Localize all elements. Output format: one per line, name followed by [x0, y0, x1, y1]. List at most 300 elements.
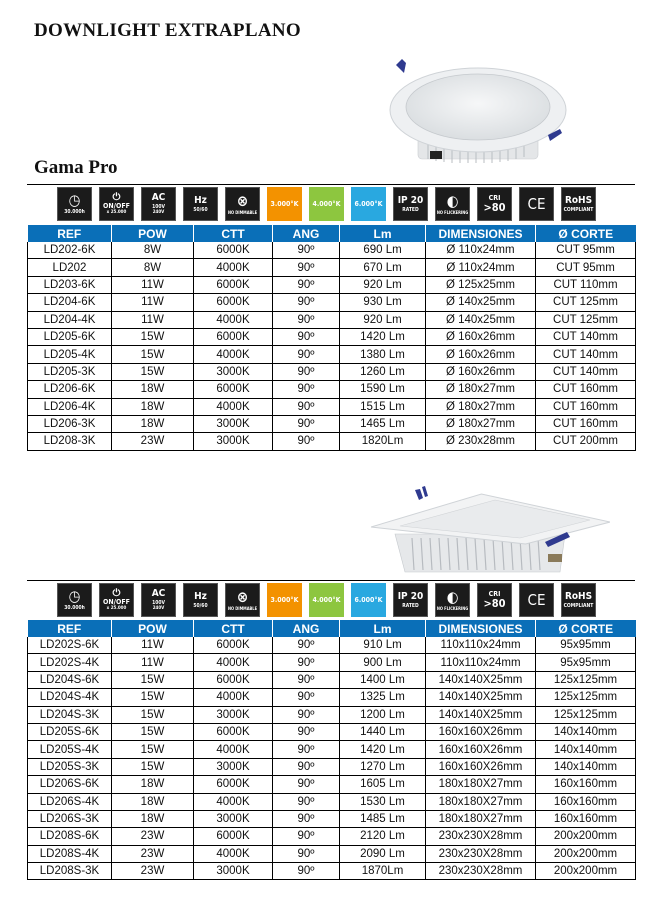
icon-sublabel: >80: [483, 597, 506, 610]
table-row: [28, 276, 636, 293]
table-cell: 1420 Lm: [340, 741, 426, 758]
table-cell: Ø 160x26mm: [426, 363, 536, 380]
table-row: [28, 433, 636, 450]
table-header-row: [28, 225, 636, 242]
icon-sublabel: 240V: [152, 209, 165, 215]
table-cell: 230x230X28mm: [426, 863, 536, 880]
table-cell: LD204-4K: [28, 311, 112, 328]
icon-label: Hz: [194, 194, 207, 206]
table-cell: 11W: [112, 294, 194, 311]
ip20-icon: [393, 187, 428, 221]
table-row: [28, 863, 636, 880]
table-cell: 90º: [273, 689, 340, 706]
table-cell: 90º: [273, 828, 340, 845]
icon-sublabel: 50/60: [193, 206, 208, 213]
table-cell: 6000K: [194, 276, 273, 293]
icon-sublabel: 100V: [152, 203, 165, 210]
table-cell: LD202-6K: [28, 242, 112, 259]
table-cell: 15W: [112, 758, 194, 775]
table-cell: Ø 180x27mm: [426, 381, 536, 398]
table-cell: LD204S-4K: [28, 689, 112, 706]
table-cell: 11W: [112, 637, 194, 654]
icon-label: RoHS: [564, 194, 593, 206]
table-cell: LD206-4K: [28, 398, 112, 415]
table-cell: CUT 200mm: [536, 433, 636, 450]
table-cell: 90º: [273, 415, 340, 432]
table-cell: 18W: [112, 398, 194, 415]
table-cell: 110x110x24mm: [426, 637, 536, 654]
table-cell: 90º: [273, 671, 340, 688]
table-cell: 125x125mm: [536, 671, 636, 688]
table-cell: 230x230X28mm: [426, 845, 536, 862]
table-cell: 15W: [112, 689, 194, 706]
icon-sublabel: NO FLICKERING: [436, 605, 469, 611]
table-cell: 95x95mm: [536, 637, 636, 654]
table-cell: 1465 Lm: [340, 415, 426, 432]
column-header: Ø CORTE: [536, 620, 636, 637]
table-cell: LD208-3K: [28, 433, 112, 450]
round-spec-table: [27, 225, 636, 451]
icon-label: 4.000°K: [312, 199, 341, 208]
icon-sublabel: 240V: [152, 605, 165, 611]
section-divider: [27, 184, 635, 185]
table-cell: 90º: [273, 706, 340, 723]
table-cell: 15W: [112, 723, 194, 740]
table-cell: 4000K: [194, 398, 273, 415]
icon-label: 6.000°K: [354, 595, 383, 604]
table-cell: LD206-6K: [28, 381, 112, 398]
table-header-row: [28, 620, 636, 637]
table-cell: 4000K: [194, 654, 273, 671]
table-cell: 670 Lm: [340, 259, 426, 276]
square-downlight-image: [360, 482, 610, 578]
section-subtitle: Gama Pro: [34, 157, 118, 178]
no-flickering-icon: [435, 187, 470, 221]
3000k-icon: [267, 187, 302, 221]
table-cell: 6000K: [194, 328, 273, 345]
table-cell: 90º: [273, 363, 340, 380]
table-cell: Ø 160x26mm: [426, 346, 536, 363]
table-cell: 4000K: [194, 689, 273, 706]
table-cell: 140x140X25mm: [426, 689, 536, 706]
table-cell: CUT 160mm: [536, 415, 636, 432]
power-icon: [99, 187, 134, 221]
icon-label: ◷: [68, 587, 81, 605]
icon-sublabel: 100V: [152, 599, 165, 606]
table-cell: 920 Lm: [340, 311, 426, 328]
table-cell: CUT 160mm: [536, 381, 636, 398]
table-cell: 6000K: [194, 294, 273, 311]
table-cell: 1400 Lm: [340, 671, 426, 688]
no-dimmable-icon: [225, 187, 260, 221]
table-cell: 1485 Lm: [340, 810, 426, 827]
table-cell: 6000K: [194, 828, 273, 845]
table-cell: 125x125mm: [536, 689, 636, 706]
icon-sublabel: RATED: [402, 602, 419, 609]
table-cell: LD208S-4K: [28, 845, 112, 862]
section-divider: [27, 580, 635, 581]
table-cell: 8W: [112, 242, 194, 259]
table-cell: 1870Lm: [340, 863, 426, 880]
table-cell: 15W: [112, 346, 194, 363]
column-header: CTT: [194, 225, 273, 242]
table-row: [28, 828, 636, 845]
ce-icon: [519, 583, 554, 617]
table-cell: LD206-3K: [28, 415, 112, 432]
table-cell: 1590 Lm: [340, 381, 426, 398]
icon-label: 4.000°K: [312, 595, 341, 604]
table-cell: 90º: [273, 723, 340, 740]
icon-label: ⊗: [236, 191, 249, 210]
table-row: [28, 810, 636, 827]
icon-sublabel: NO DIMMABLE: [227, 209, 258, 215]
table-row: [28, 776, 636, 793]
table-cell: 3000K: [194, 706, 273, 723]
table-cell: 1260 Lm: [340, 363, 426, 380]
table-cell: 200x200mm: [536, 845, 636, 862]
table-cell: 1420 Lm: [340, 328, 426, 345]
table-cell: CUT 125mm: [536, 311, 636, 328]
table-cell: 90º: [273, 637, 340, 654]
3000k-icon: [267, 583, 302, 617]
table-row: [28, 741, 636, 758]
table-cell: 8W: [112, 259, 194, 276]
table-cell: 160x160X26mm: [426, 723, 536, 740]
table-cell: 200x200mm: [536, 863, 636, 880]
table-cell: LD202S-6K: [28, 637, 112, 654]
icon-label: IP 20: [397, 194, 424, 206]
hz-icon: [183, 583, 218, 617]
no-flickering-icon: [435, 583, 470, 617]
table-cell: 1820Lm: [340, 433, 426, 450]
table-cell: 2090 Lm: [340, 845, 426, 862]
table-cell: 3000K: [194, 863, 273, 880]
table-cell: 160x160mm: [536, 776, 636, 793]
table-cell: 3000K: [194, 363, 273, 380]
table-cell: 90º: [273, 276, 340, 293]
clock-icon: [57, 583, 92, 617]
table-cell: 3000K: [194, 758, 273, 775]
table-cell: LD205-3K: [28, 363, 112, 380]
table-cell: 900 Lm: [340, 654, 426, 671]
table-cell: 180x180X27mm: [426, 793, 536, 810]
icon-sublabel: COMPLIANT: [563, 206, 594, 213]
table-cell: 23W: [112, 863, 194, 880]
table-cell: 1530 Lm: [340, 793, 426, 810]
table-cell: 1515 Lm: [340, 398, 426, 415]
6000k-icon: [351, 187, 386, 221]
icon-label: ⊗: [236, 587, 249, 606]
icon-label: 3.000°K: [270, 595, 299, 604]
table-row: [28, 758, 636, 775]
table-cell: LD206S-3K: [28, 810, 112, 827]
table-cell: 4000K: [194, 845, 273, 862]
table-cell: 11W: [112, 311, 194, 328]
table-cell: LD204S-3K: [28, 706, 112, 723]
table-cell: 90º: [273, 863, 340, 880]
table-cell: 3000K: [194, 415, 273, 432]
table-cell: CUT 95mm: [536, 242, 636, 259]
table-cell: 11W: [112, 654, 194, 671]
table-cell: 6000K: [194, 242, 273, 259]
icon-label: AC: [151, 191, 166, 203]
table-row: [28, 311, 636, 328]
icon-label: CE: [527, 194, 546, 213]
table-cell: 15W: [112, 363, 194, 380]
table-cell: 920 Lm: [340, 276, 426, 293]
table-cell: 160x160mm: [536, 810, 636, 827]
table-cell: 90º: [273, 793, 340, 810]
table-cell: 180x180X27mm: [426, 776, 536, 793]
table-cell: Ø 140x25mm: [426, 294, 536, 311]
table-cell: LD205-6K: [28, 328, 112, 345]
table-cell: 90º: [273, 328, 340, 345]
table-cell: 1270 Lm: [340, 758, 426, 775]
table-cell: 90º: [273, 259, 340, 276]
cri-icon: [477, 583, 512, 617]
table-cell: LD205S-3K: [28, 758, 112, 775]
table-cell: Ø 110x24mm: [426, 242, 536, 259]
icon-sublabel: NO FLICKERING: [436, 209, 469, 215]
icon-label: RoHS: [564, 590, 593, 602]
column-header: POW: [112, 620, 194, 637]
table-row: [28, 637, 636, 654]
table-row: [28, 381, 636, 398]
ac-icon: [141, 187, 176, 221]
table-cell: LD204S-6K: [28, 671, 112, 688]
icon-label: CE: [527, 590, 546, 609]
column-header: POW: [112, 225, 194, 242]
icon-sublabel: >80: [483, 201, 506, 214]
feature-icon-strip: [57, 583, 596, 617]
table-cell: Ø 180x27mm: [426, 398, 536, 415]
table-cell: 4000K: [194, 741, 273, 758]
column-header: ANG: [273, 225, 340, 242]
table-cell: LD205S-6K: [28, 723, 112, 740]
column-header: ANG: [273, 620, 340, 637]
column-header: Lm: [340, 225, 426, 242]
table-cell: 18W: [112, 415, 194, 432]
icon-sublabel: x 25.000: [106, 209, 127, 215]
table-cell: 200x200mm: [536, 828, 636, 845]
icon-label: AC: [151, 587, 166, 599]
table-cell: 90º: [273, 294, 340, 311]
table-row: [28, 242, 636, 259]
table-cell: 140x140mm: [536, 723, 636, 740]
table-cell: 90º: [273, 741, 340, 758]
table-row: [28, 328, 636, 345]
icon-label: ⏻: [112, 587, 121, 599]
icon-sublabel: 30.000h: [64, 209, 85, 215]
table-cell: 90º: [273, 433, 340, 450]
ip20-icon: [393, 583, 428, 617]
icon-label: ◐: [446, 191, 459, 210]
table-row: [28, 398, 636, 415]
table-cell: 230x230X28mm: [426, 828, 536, 845]
table-cell: Ø 180x27mm: [426, 415, 536, 432]
table-cell: 125x125mm: [536, 706, 636, 723]
table-cell: 90º: [273, 311, 340, 328]
icon-sublabel: x 25.000: [106, 605, 127, 611]
table-cell: 18W: [112, 793, 194, 810]
table-cell: CUT 95mm: [536, 259, 636, 276]
table-cell: 1325 Lm: [340, 689, 426, 706]
table-row: [28, 793, 636, 810]
table-cell: CUT 160mm: [536, 398, 636, 415]
table-cell: LD204-6K: [28, 294, 112, 311]
table-cell: 18W: [112, 381, 194, 398]
table-row: [28, 671, 636, 688]
table-cell: 23W: [112, 828, 194, 845]
feature-icon-strip: [57, 187, 596, 221]
table-cell: 910 Lm: [340, 637, 426, 654]
column-header: DIMENSIONES: [426, 225, 536, 242]
table-cell: 15W: [112, 706, 194, 723]
table-cell: CUT 125mm: [536, 294, 636, 311]
table-cell: 140x140X25mm: [426, 706, 536, 723]
table-cell: 4000K: [194, 346, 273, 363]
table-cell: 3000K: [194, 433, 273, 450]
table-cell: CUT 110mm: [536, 276, 636, 293]
table-cell: 690 Lm: [340, 242, 426, 259]
table-cell: 23W: [112, 433, 194, 450]
icon-label: ◷: [68, 191, 81, 209]
table-cell: 2120 Lm: [340, 828, 426, 845]
table-row: [28, 706, 636, 723]
table-cell: 930 Lm: [340, 294, 426, 311]
power-icon: [99, 583, 134, 617]
table-cell: Ø 125x25mm: [426, 276, 536, 293]
table-cell: LD202: [28, 259, 112, 276]
clock-icon: [57, 187, 92, 221]
table-cell: 90º: [273, 776, 340, 793]
table-cell: 90º: [273, 381, 340, 398]
icon-sublabel: ON/OFF: [103, 201, 130, 210]
column-header: Ø CORTE: [536, 225, 636, 242]
table-cell: 160x160X26mm: [426, 741, 536, 758]
table-cell: 4000K: [194, 793, 273, 810]
cri-icon: [477, 187, 512, 221]
6000k-icon: [351, 583, 386, 617]
no-dimmable-icon: [225, 583, 260, 617]
table-cell: 140x140mm: [536, 758, 636, 775]
icon-label: IP 20: [397, 590, 424, 602]
icon-sublabel: COMPLIANT: [563, 602, 594, 609]
table-cell: 140x140mm: [536, 741, 636, 758]
table-cell: 110x110x24mm: [426, 654, 536, 671]
table-cell: 15W: [112, 671, 194, 688]
table-cell: 1200 Lm: [340, 706, 426, 723]
4000k-icon: [309, 187, 344, 221]
column-header: REF: [28, 620, 112, 637]
table-cell: 15W: [112, 328, 194, 345]
table-cell: 6000K: [194, 381, 273, 398]
table-row: [28, 723, 636, 740]
table-row: [28, 845, 636, 862]
table-row: [28, 259, 636, 276]
table-cell: Ø 160x26mm: [426, 328, 536, 345]
table-cell: 3000K: [194, 810, 273, 827]
table-row: [28, 294, 636, 311]
icon-label: CRI: [488, 194, 501, 202]
table-cell: 90º: [273, 654, 340, 671]
table-row: [28, 346, 636, 363]
table-cell: 90º: [273, 758, 340, 775]
icon-label: 6.000°K: [354, 199, 383, 208]
table-row: [28, 363, 636, 380]
icon-label: Hz: [194, 590, 207, 602]
column-header: DIMENSIONES: [426, 620, 536, 637]
table-cell: 140x140X25mm: [426, 671, 536, 688]
table-cell: LD205S-4K: [28, 741, 112, 758]
table-cell: CUT 140mm: [536, 328, 636, 345]
table-cell: 160x160mm: [536, 793, 636, 810]
table-cell: 1605 Lm: [340, 776, 426, 793]
icon-label: ⏻: [112, 191, 121, 203]
table-cell: 6000K: [194, 776, 273, 793]
table-cell: CUT 140mm: [536, 346, 636, 363]
table-cell: 1380 Lm: [340, 346, 426, 363]
column-header: Lm: [340, 620, 426, 637]
icon-sublabel: 30.000h: [64, 605, 85, 611]
table-cell: 18W: [112, 776, 194, 793]
ce-icon: [519, 187, 554, 221]
square-spec-table: [27, 620, 636, 880]
table-cell: 160x160X26mm: [426, 758, 536, 775]
table-cell: 18W: [112, 810, 194, 827]
table-cell: 11W: [112, 276, 194, 293]
table-cell: Ø 110x24mm: [426, 259, 536, 276]
table-cell: 6000K: [194, 723, 273, 740]
ac-icon: [141, 583, 176, 617]
table-cell: 4000K: [194, 259, 273, 276]
4000k-icon: [309, 583, 344, 617]
table-cell: LD208S-6K: [28, 828, 112, 845]
table-cell: CUT 140mm: [536, 363, 636, 380]
icon-sublabel: ON/OFF: [103, 597, 130, 606]
page-title: DOWNLIGHT EXTRAPLANO: [34, 20, 301, 41]
table-cell: 6000K: [194, 637, 273, 654]
table-cell: 23W: [112, 845, 194, 862]
rohs-icon: [561, 583, 596, 617]
table-cell: LD206S-4K: [28, 793, 112, 810]
table-cell: 180x180X27mm: [426, 810, 536, 827]
table-cell: 6000K: [194, 671, 273, 688]
icon-sublabel: RATED: [402, 206, 419, 213]
table-cell: Ø 230x28mm: [426, 433, 536, 450]
icon-label: 3.000°K: [270, 199, 299, 208]
table-cell: 90º: [273, 242, 340, 259]
table-cell: LD208S-3K: [28, 863, 112, 880]
icon-label: CRI: [488, 590, 501, 598]
round-downlight-image: [378, 55, 578, 170]
table-cell: LD203-6K: [28, 276, 112, 293]
hz-icon: [183, 187, 218, 221]
table-cell: Ø 140x25mm: [426, 311, 536, 328]
table-cell: 90º: [273, 346, 340, 363]
table-cell: 90º: [273, 845, 340, 862]
table-row: [28, 654, 636, 671]
table-cell: 15W: [112, 741, 194, 758]
rohs-icon: [561, 187, 596, 221]
table-row: [28, 689, 636, 706]
table-cell: 90º: [273, 398, 340, 415]
table-cell: LD205-4K: [28, 346, 112, 363]
column-header: REF: [28, 225, 112, 242]
table-cell: 95x95mm: [536, 654, 636, 671]
table-cell: 1440 Lm: [340, 723, 426, 740]
icon-sublabel: NO DIMMABLE: [227, 605, 258, 611]
